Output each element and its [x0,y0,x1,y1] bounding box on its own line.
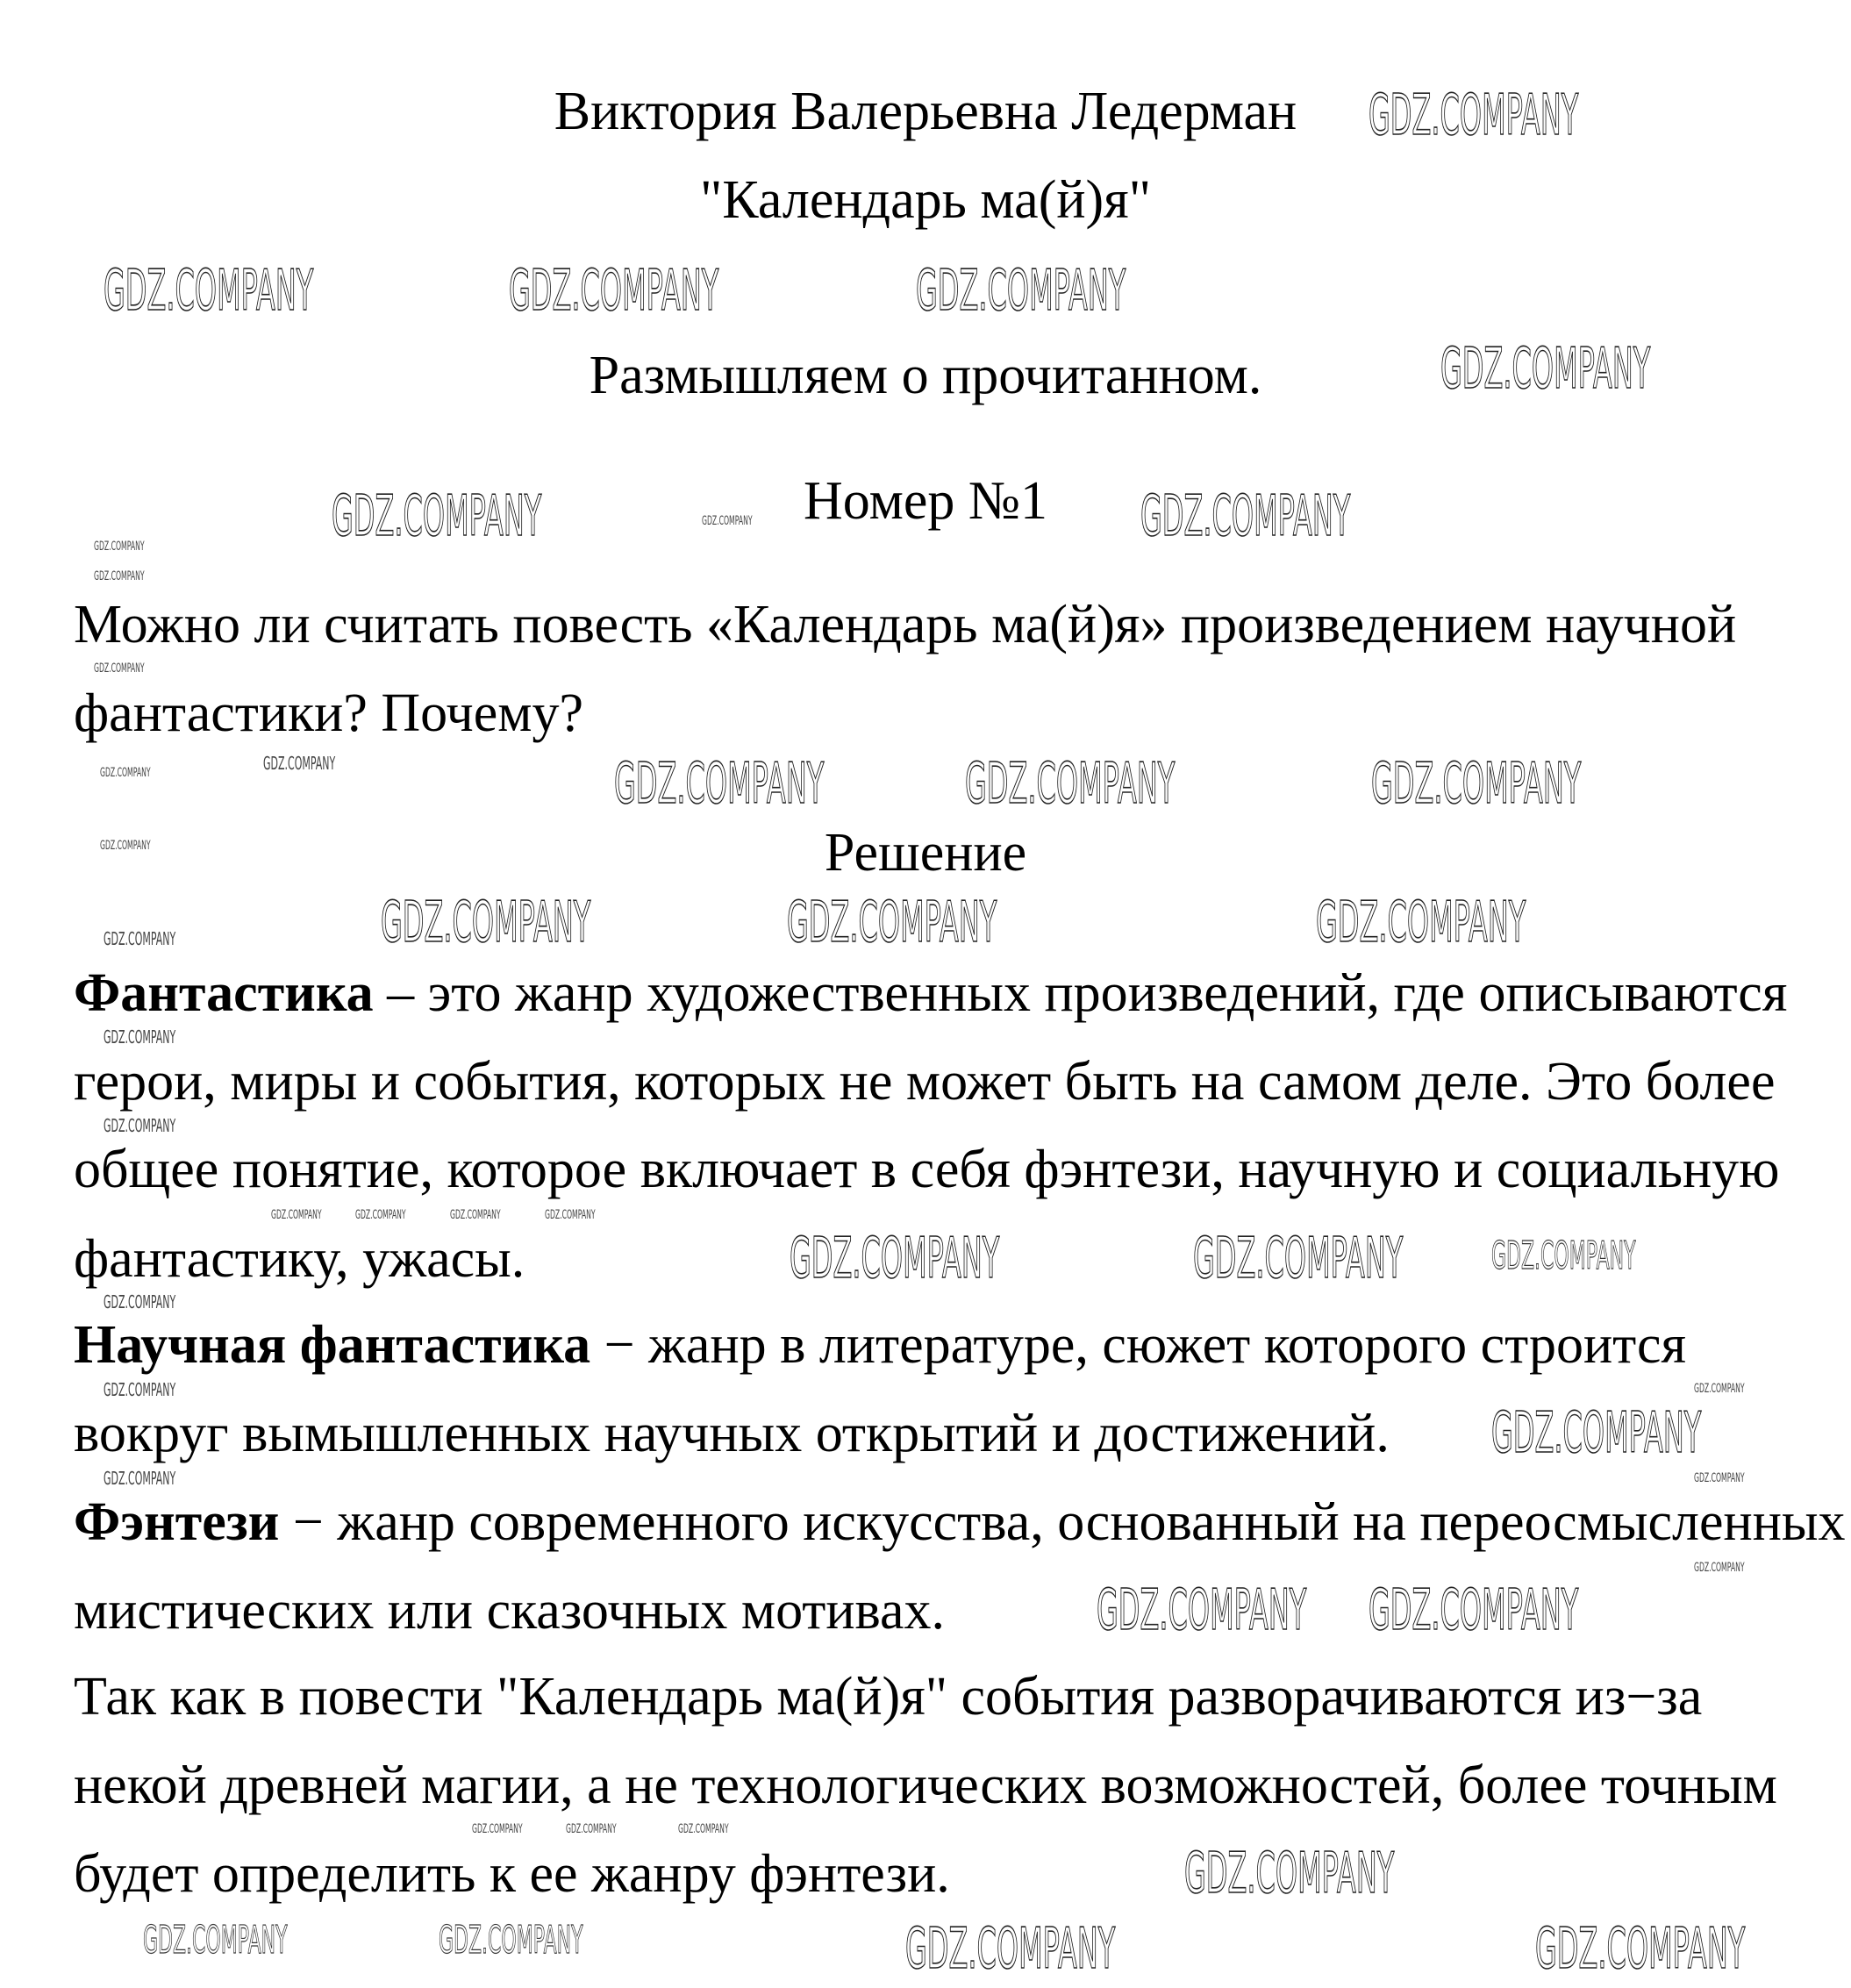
watermark-text: GDZ.COMPANY [450,1208,501,1222]
watermark-text: GDZ.COMPANY [965,752,1176,817]
watermark-text: GDZ.COMPANY [1694,1382,1745,1396]
watermark-text: GDZ.COMPANY [566,1822,617,1836]
solution-text: мистических или сказочных мотивах. [74,1581,945,1641]
solution-text: общее понятие, которое включает в себя фэнтези, научную и социальную [74,1140,1780,1199]
question-line: Можно ли считать повесть «Календарь ма(й)я» произведением научной [74,595,1737,654]
solution-heading: Решение [824,823,1027,883]
solution-line [74,1491,1846,1554]
watermark-text: GDZ.COMPANY [100,766,151,780]
watermark-text: GDZ.COMPANY [439,1918,583,1963]
watermark-text: GDZ.COMPANY [787,890,997,955]
solution-line [74,1402,1390,1465]
watermark-text: GDZ.COMPANY [104,1115,176,1136]
watermark-text: GDZ.COMPANY [1140,484,1351,549]
solution-text: будет определить к ее жанру фэнтези. [74,1844,950,1904]
question-line: фантастики? Почему? [74,683,583,743]
watermark-text: GDZ.COMPANY [545,1208,596,1222]
watermark-text: GDZ.COMPANY [104,259,314,324]
watermark-text: GDZ.COMPANY [104,1379,176,1400]
solution-line [74,1842,950,1906]
solution-line [74,1138,1779,1201]
solution-text: вокруг вымышленных научных открытий и достижений. [74,1404,1390,1463]
term-bold: Фантастика [74,963,374,1023]
solution-line [74,1050,1775,1113]
solution-text: некой древней магии, а не технологических возможностей, более точным [74,1756,1777,1815]
watermark-text: GDZ.COMPANY [1440,337,1651,402]
watermark-text: GDZ.COMPANY [100,839,151,853]
watermark-text: GDZ.COMPANY [1193,1226,1404,1291]
watermark-text: GDZ.COMPANY [1491,1401,1702,1466]
watermark-text: GDZ.COMPANY [104,1291,176,1312]
watermark-text: GDZ.COMPANY [104,1468,176,1489]
solution-line [74,962,1787,1025]
watermark-text: GDZ.COMPANY [1491,1234,1636,1278]
solution-line [74,1665,1702,1728]
solution-text: − жанр в литературе, сюжет которого строится [590,1315,1687,1375]
watermark-text: GDZ.COMPANY [104,1026,176,1048]
section-title: Размышляем о прочитанном. [589,346,1262,405]
watermark-text: GDZ.COMPANY [1694,1471,1745,1485]
solution-text: фантастику, ужасы. [74,1229,525,1289]
solution-text: Так как в повести "Календарь ма(й)я" события разворачиваются из−за [74,1667,1703,1727]
watermark-text: GDZ.COMPANY [104,928,176,949]
solution-text: герои, миры и события, которых не может быть на самом деле. Это более [74,1052,1776,1112]
watermark-text: GDZ.COMPANY [94,569,145,583]
watermark-text: GDZ.COMPANY [702,514,753,528]
watermark-text: GDZ.COMPANY [94,661,145,676]
solution-line [74,1579,945,1642]
watermark-text: GDZ.COMPANY [1371,752,1582,817]
watermark-text: GDZ.COMPANY [678,1822,729,1836]
solution-line [74,1227,525,1291]
work-title: "Календарь ма(й)я" [699,170,1151,230]
watermark-text: GDZ.COMPANY [1369,1578,1579,1643]
watermark-text: GDZ.COMPANY [1369,83,1579,148]
term-bold: Фэнтези [74,1492,280,1552]
watermark-text: GDZ.COMPANY [1184,1841,1395,1906]
task-number: Номер №1 [803,471,1047,531]
watermark-text: GDZ.COMPANY [509,259,719,324]
watermark-text: GDZ.COMPANY [263,753,336,774]
author-name: Виктория Валерьевна Ледерман [554,82,1297,141]
watermark-text: GDZ.COMPANY [790,1226,1000,1291]
watermark-text: GDZ.COMPANY [94,540,145,554]
solution-text: – это жанр художественных произведений, где описываются [373,963,1788,1023]
watermark-text: GDZ.COMPANY [1535,1917,1746,1982]
watermark-text: GDZ.COMPANY [355,1208,406,1222]
watermark-text: GDZ.COMPANY [143,1918,288,1963]
watermark-text: GDZ.COMPANY [271,1208,322,1222]
watermark-text: GDZ.COMPANY [1097,1578,1307,1643]
watermark-text: GDZ.COMPANY [614,752,825,817]
solution-text: − жанр современного искусства, основанный на переосмысленных [279,1492,1846,1552]
watermark-text: GDZ.COMPANY [332,484,542,549]
watermark-text: GDZ.COMPANY [1694,1561,1745,1575]
watermark-text: GDZ.COMPANY [381,890,591,955]
solution-line [74,1313,1686,1377]
watermark-text: GDZ.COMPANY [905,1917,1116,1982]
watermark-text: GDZ.COMPANY [472,1822,523,1836]
watermark-text: GDZ.COMPANY [1316,890,1526,955]
solution-line [74,1754,1777,1817]
watermark-text: GDZ.COMPANY [916,259,1126,324]
term-bold: Научная фантастика [74,1315,591,1375]
